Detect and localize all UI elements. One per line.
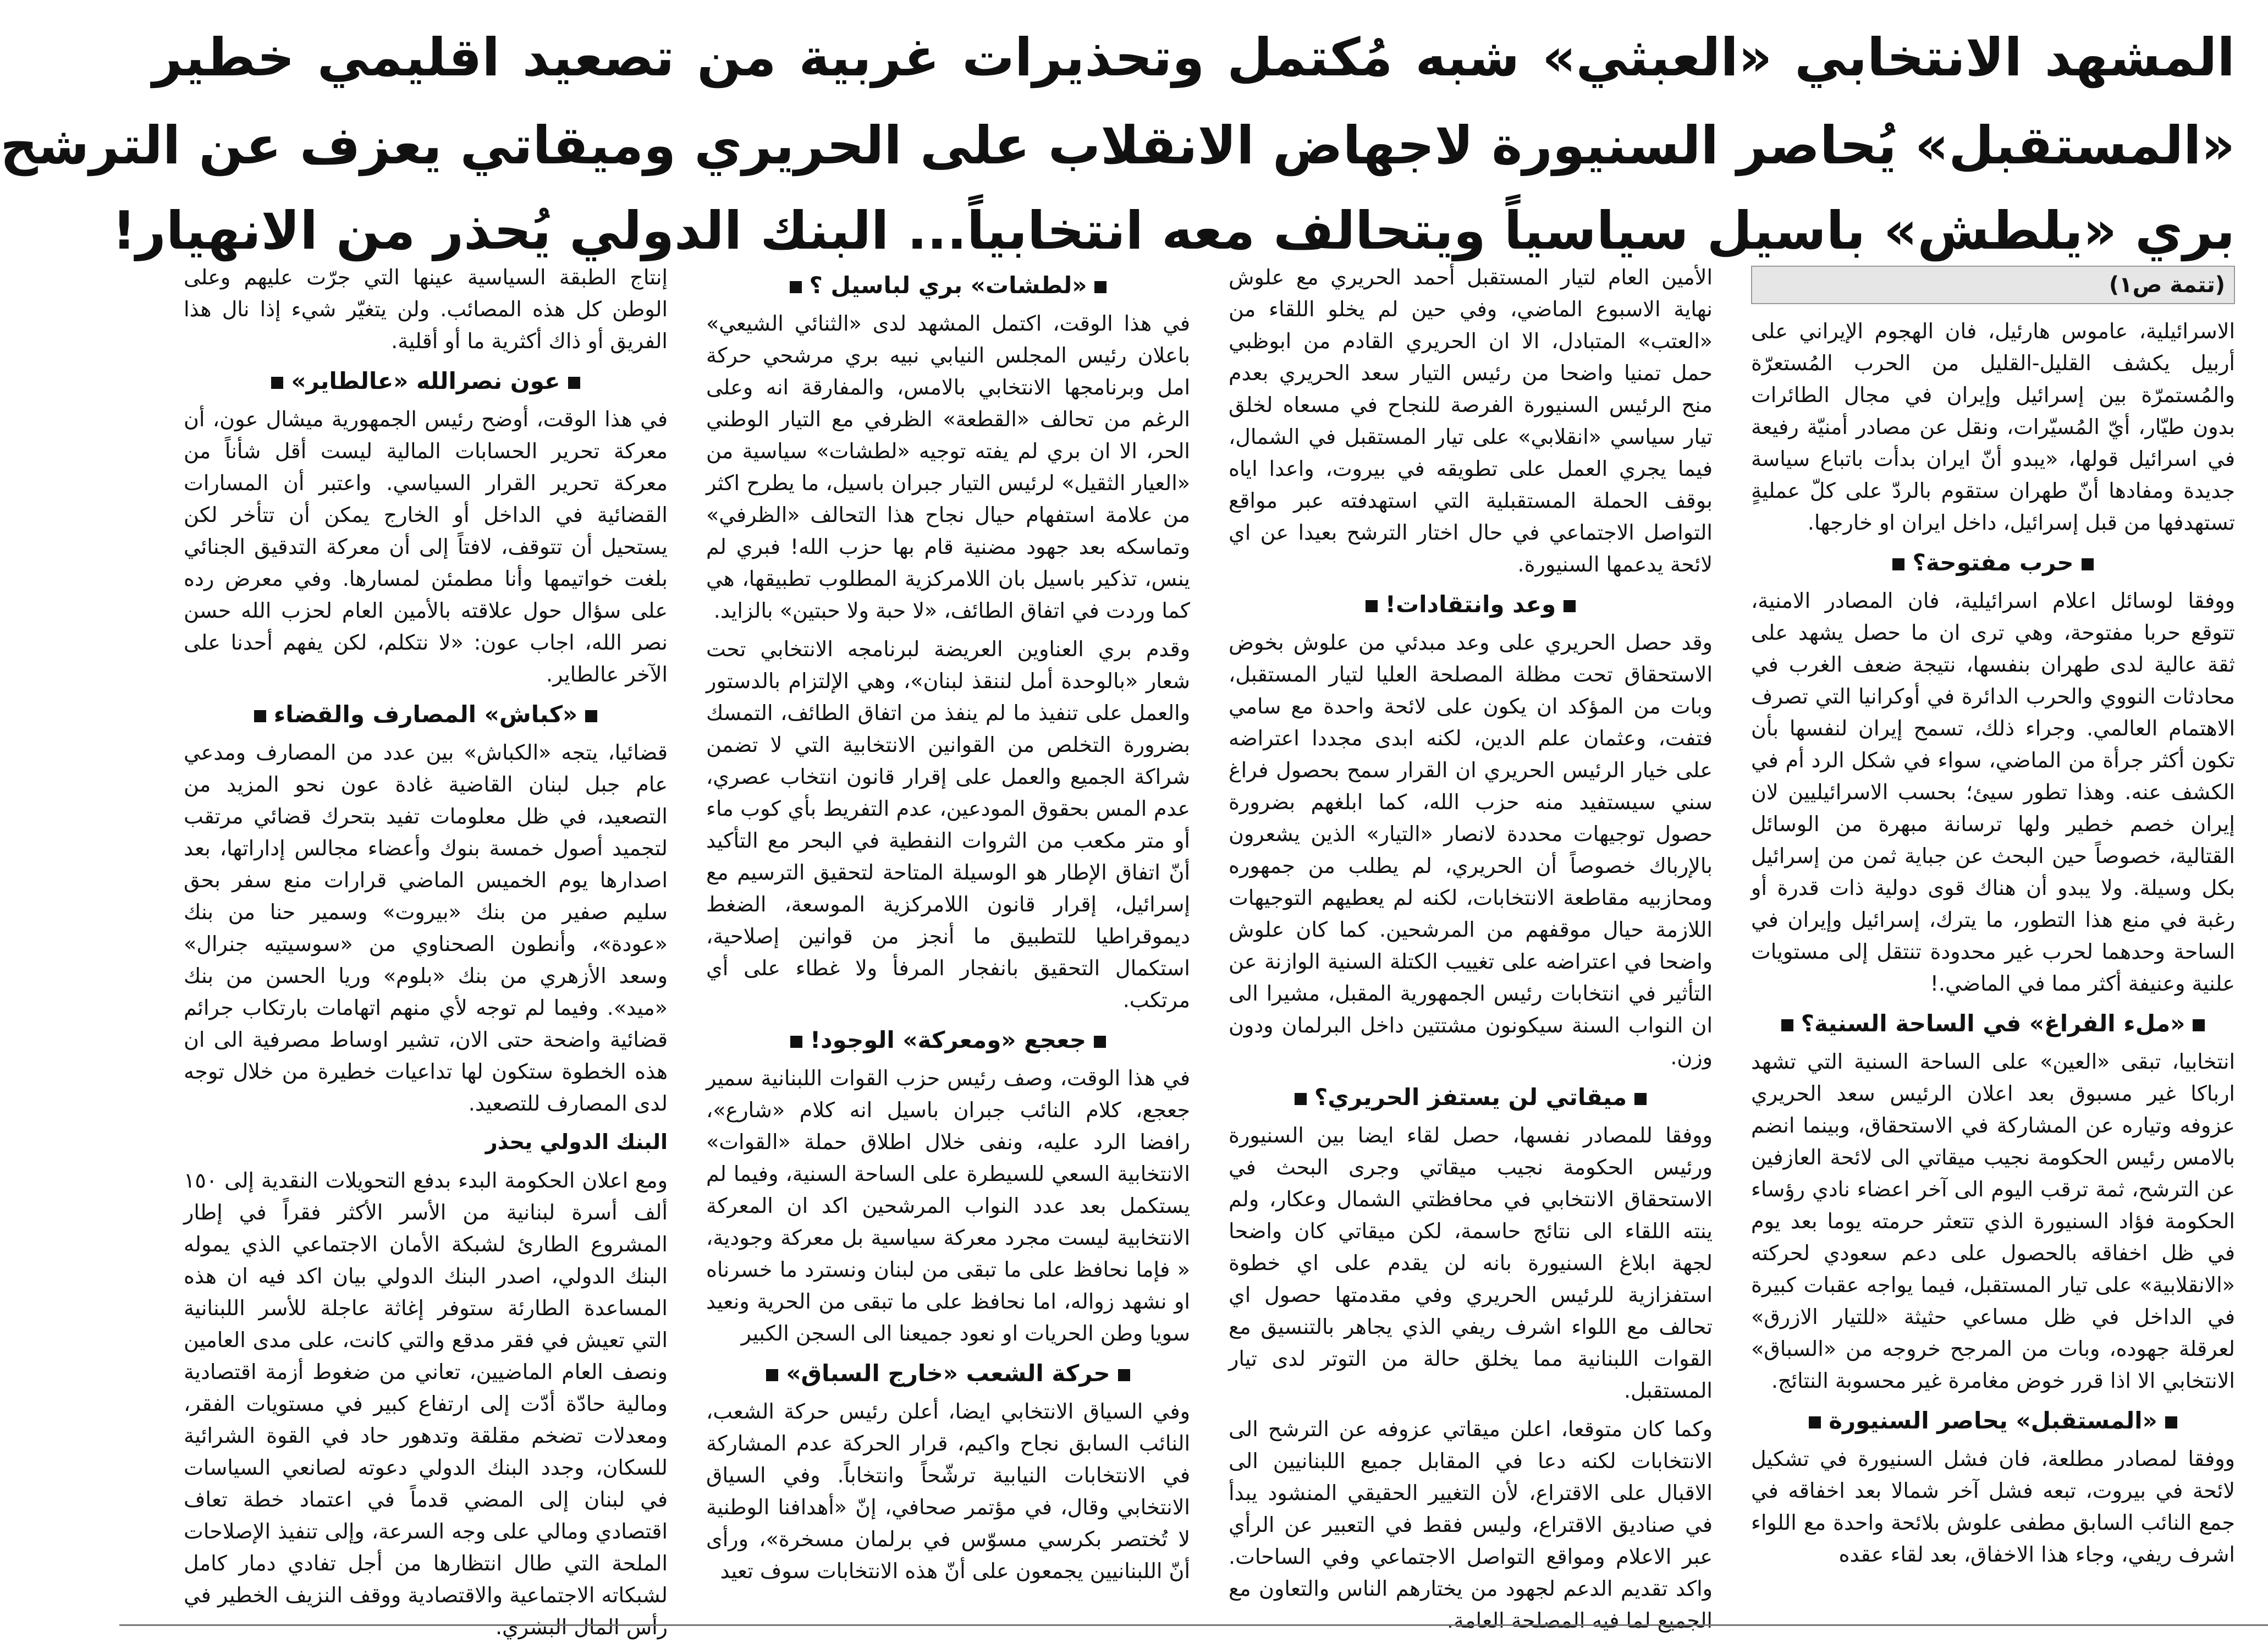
paragraph: وكما كان متوقعا، اعلن ميقاتي عزوفه عن الترشح الى الانتخابات لكنه دعا في المقابل جميع اللبنانيين الى الاقبال على الاقتراع، لأن التغيير الحقيقي المنشود يبدأ في صناديق الاقتراع، وليس فقط في التعبير عن الرأي عبر الاعلام ومواقع التواصل الاجتماعي وفي الساحات. واكد تقديم الدعم لجهود من يختارهم الناس والتعاون مع الجميع لما فيه المصلحة العامة. xyxy=(1229,1417,1713,1633)
paragraph: ومع اعلان الحكومة البدء بدفع التحويلات النقدية إلى ١٥٠ ألف أسرة لبنانية من الأسر الأكثر فقراً في إطار المشروع الطارئ لشبكة الأمان الاجتماعي الذي يموله البنك الدولي، اصدر البنك الدولي بيان اكد فيه ان هذه المساعدة الطارئة ستوفر إغاثة عاجلة للأسر اللبنانية التي تعيش في فقر مدقع والتي كانت، على مدى العامين ونصف العام الماضيين، تعاني من ضغوط أزمة اقتصادية ومالية حادّة أدّت إلى ارتفاع كبير في مستويات الفقر، ومعدلات تضخم مقلقة وتدهور حاد في القوة الشرائية للسكان، وجدد البنك الدولي دعوته لصانعي السياسات في لبنان إلى المضي قدماً في اعتماد خطة تعاف اقتصادي ومالي على وجه السرعة، وإلى تنفيذ الإصلاحات الملحة التي طال انتظارها من أجل تفادي دمار كامل لشبكاته الاجتماعية والاقتصادية ووقف النزيف الخطير في رأس المال البشري. xyxy=(184,1168,668,1639)
bottom-rule xyxy=(119,1624,2268,1636)
square-bullet-icon xyxy=(1564,600,1576,612)
paragraph: في هذا الوقت، اكتمل المشهد لدى «الثنائي الشيعي» باعلان رئيس المجلس النيابي نبيه بري مرشحي حركة امل وبرنامجها الانتخابي بالامس، والمفارقة انه وعلى الرغم من تحالف «القطعة» الظرفي مع التيار الوطني الحر، الا ان بري لم يفته توجيه «لطشات» سياسية من «العيار الثقيل» لرئيس التيار جبران باسيل، ما يطرح اكثر من علامة استفهام حيال نجاح هذا التحالف «الظرفي» وتماسكه بعد جهود مضنية قام بها حزب الله! فبري لم ينس، تذكير باسيل بان اللامركزية المطلوب تطبيقها، هي كما وردت في اتفاق الطائف، «لا حبة ولا حبتين» بالزايد. xyxy=(706,311,1190,623)
paragraph: وقدم بري العناوين العريضة لبرنامجه الانتخابي تحت شعار «بالوحدة أمل لننقذ لبنان»، وهي الإلتزام بالدستور والعمل على تنفيذ ما لم ينفذ من اتفاق الطائف، التمسك بضرورة التخلص من القوانين الانتخابية التي لا تضمن شراكة الجميع والعمل على إقرار قانون انتخاب عصري، عدم المس بحقوق المودعين، عدم التفريط بأي كوب ماء أو متر مكعب من الثروات النفطية في البحر مع التأكيد أنّ اتفاق الإطار هو الوسيلة المتاحة لتحقيق الترسيم مع إسرائيل، إقرار قانون اللامركزية الموسعة، الضغط ديموقراطيا للتطبيق ما أنجز من قوانين إصلاحية، استكمال التحقيق بانفجار المرفأ ولا غطاء على أي مرتكب. xyxy=(706,637,1190,1012)
paragraph: انتخابيا، تبقى «العين» على الساحة السنية التي تشهد ارباكا غير مسبوق بعد اعلان الرئيس سعد الحريري عزوفه وتياره عن المشاركة في الاستحقاق، وبينما انضم بالامس رئيس الحكومة نجيب ميقاتي الى لائحة العازفين عن الترشح، ثمة ترقب اليوم الى آخر اعضاء نادي رؤساء الحكومة فؤاد السنيورة الذي تتعثر حرمته يوما بعد يوم في ظل اخفاقه بالحصول على دعم سعودي لحركته «الانقلابية» على تيار المستقبل، فيما يواجه عقبات كبيرة في الداخل في ظل مساعي حثيثة «للتيار الازرق» لعرقلة جهوده، وبات من المرجح خروجه من «السباق» الانتخابي الا اذا قرر خوض مغامرة غير محسوبة النتائج. xyxy=(1751,1049,2235,1393)
headline-line-3: بري «يلطش» باسيل سياسياً ويتحالف معه انتخابياً... البنك الدولي يُحذر من الانهيار! xyxy=(112,201,2235,261)
subheading: ميقاتي لن يستفز الحريري؟ xyxy=(1229,1081,1713,1114)
subheading: جعجع «ومعركة» الوجود! xyxy=(706,1024,1190,1057)
square-bullet-icon xyxy=(1366,600,1378,612)
column-4 xyxy=(184,261,668,1639)
square-bullet-icon xyxy=(585,710,597,722)
square-bullet-icon xyxy=(2165,1416,2177,1428)
paragraph: الأمين العام لتيار المستقبل أحمد الحريري مع علوش نهاية الاسبوع الماضي، وفي حين لم يخلو اللقاء من «العتب» المتبادل، الا ان الحريري القادم من ابوظبي حمل تمنيا واضحا من رئيس التيار سعد الحريري بعدم منح الرئيس السنيورة الفرصة للنجاح في مسعاه لخلق تيار سياسي «انقلابي» على تيار المستقبل في الشمال، فيما يجري العمل على تطويقه في بيروت، واعدا اياه بوقف الحملة المستقبلية التي استهدفته عبر مواقع التواصل الاجتماعي في حال اختار الترشح بعيدا عن اي لائحة يدعمها السنيورة. xyxy=(1229,265,1713,576)
paragraph: ووفقا لوسائل اعلام اسرائيلية، فان المصادر الامنية، تتوقع حربا مفتوحة، وهي ترى ان ما حصل يشهد على ثقة عالية لدى طهران بنفسها، نتيجة ضعف الغرب في محادثات النووي والحرب الدائرة في أوكرانيا التي تصرف الاهتمام العالمي. وجراء ذلك، تسمح إيران لنفسها بأن تكون أكثر جرأة من الماضي، سواء في شكل الرد أم في الكشف عنه. وهذا تطور سيئ؛ بحسب الاسرائيليين لان إيران خصم خطير ولها ترسانة مبهرة من الوسائل القتالية، خصوصاً حين البحث عن جباية ثمن من إسرائيل بكل وسيلة. ولا يبدو أن هناك قوى دولية ذات قدرة أو رغبة في منع هذا التطور، ما يترك، إسرائيل وإيران في الساحة وحدهما لحرب غير محدودة تنتقل إلى مستويات علنية وعنيفة أكثر مما في الماضي.! xyxy=(1751,589,2235,996)
paragraph: إنتاج الطبقة السياسية عينها التي جرّت عليهم وعلى الوطن كل هذه المصائب. ولن يتغيّر شيء إذا نال هذا الفريق أو ذاك أكثرية ما أو أقلية. xyxy=(184,265,668,353)
subheading: «كباش» المصارف والقضاء xyxy=(184,698,668,731)
subheading: حركة الشعب «خارج السباق» xyxy=(706,1357,1190,1390)
square-bullet-icon xyxy=(1094,1036,1106,1048)
square-bullet-icon xyxy=(271,377,283,389)
subheading: «ملء الفراغ» في الساحة السنية؟ xyxy=(1751,1007,2235,1040)
paragraph: في هذا الوقت، أوضح رئيس الجمهورية ميشال عون، أن معركة تحرير الحسابات المالية ليست أقل شأناً من معركة تحرير القرار السياسي. واعتبر أن المسارات القضائية في الداخل أو الخارج يمكن أن تتأخر لكن يستحيل أن تتوقف، لافتاً إلى أن معركة التدقيق الجنائي بلغت خواتيمها وأنا مطمئن لمسارها. وفي معرض رده على سؤال حول علاقته بالأمين العام لحزب الله حسن نصر الله، اجاب عون: «لا نتكلم، لكن يفهم أحدنا على الآخر عالطاير. xyxy=(184,407,668,686)
subheading: «المستقبل» يحاصر السنيورة xyxy=(1751,1404,2235,1437)
subheading: عون نصرالله «عالطاير» xyxy=(184,365,668,398)
subheading: «لطشات» بري لباسيل ؟ xyxy=(706,269,1190,302)
square-bullet-icon xyxy=(790,1036,802,1048)
continued-label: (تتمة ص١) xyxy=(1751,266,2235,304)
square-bullet-icon xyxy=(1094,281,1107,293)
paragraph: ووفقا للمصادر نفسها، حصل لقاء ايضا بين السنيورة ورئيس الحكومة نجيب ميقاتي وجرى البحث في الاستحقاق الانتخابي في محافظتي الشمال وعكار، ولم ينته اللقاء الى نتائج حاسمة، لكن ميقاتي كان واضحا لجهة ابلاغ السنيورة بانه لن يقدم على اي خطوة استفزازية للرئيس الحريري وفي مقدمتها حصول اي تحالف مع اللواء اشرف ريفي الذي يجاهر بالتنسيق مع القوات اللبنانية مما يخلق حالة من التوتر لدى تيار المستقبل. xyxy=(1229,1123,1713,1403)
square-bullet-icon xyxy=(766,1369,778,1381)
square-bullet-icon xyxy=(2082,558,2094,570)
square-bullet-icon xyxy=(790,281,802,293)
column-1 xyxy=(1751,261,2235,1614)
square-bullet-icon xyxy=(1295,1093,1307,1105)
paragraph: وفي السياق الانتخابي ايضا، أعلن رئيس حركة الشعب، النائب السابق نجاح واكيم، قرار الحركة عدم المشاركة في الانتخابات النيابية ترشّحاً وانتخاباً. وفي السياق الانتخابي وقال، في مؤتمر صحافي، إنّ «أهدافنا الوطنية لا تُختصر بكرسي مسوّس في برلمان مسخرة»، ورأى أنّ اللبنانيين يجمعون على أنّ هذه الانتخابات سوف تعيد xyxy=(706,1399,1190,1583)
column-3 xyxy=(706,261,1190,1614)
square-bullet-icon xyxy=(1809,1416,1821,1428)
headline-line-1: المشهد الانتخابي «العبثي» شبه مُكتمل وتحذيرات غربية من تصعيد اقليمي خطير xyxy=(152,28,2235,88)
square-bullet-icon xyxy=(568,377,580,389)
paragraph: الاسرائيلية، عاموس هارئيل، فان الهجوم الإيراني على أربيل يكشف القليل-القليل من الحرب المُستعرّة والمُستمرّة بين إسرائيل وإيران في مجال الطائرات بدون طيّار، أيّ المُسيّرات، ونقل عن مصادر أمنيّة رفيعة في اسرائيل قولها، «يبدو أنّ ايران بدأت باتباع سياسة جديدة ومفادها أنّ طهران ستقوم بالردّ على كلّ عمليةٍ تستهدفها من قبل إسرائيل، داخل ايران او خارجها. xyxy=(1751,319,2235,535)
square-bullet-icon xyxy=(1118,1369,1130,1381)
square-bullet-icon xyxy=(2193,1019,2205,1031)
subheading: وعد وانتقادات! xyxy=(1229,588,1713,621)
square-bullet-icon xyxy=(1781,1019,1793,1031)
paragraph: قضائيا، يتجه «الكباش» بين عدد من المصارف ومدعي عام جبل لبنان القاضية غادة عون نحو المزيد من التصعيد، في ظل معلومات تفيد بتحرك قضائي مرتقب لتجميد أصول خمسة بنوك وأعضاء مجالس إداراتها، بعد اصدارها يوم الخميس الماضي قرارات منع سفر بحق سليم صفير من بنك «بيروت» وسمير حنا من بنك «عودة»، وأنطون الصحناوي من «سوسيتيه جنرال» وسعد الأزهري من بنك «بلوم» وريا الحسن من بنك «ميد». وفيما لم توجه لأي منهم اتهامات بارتكاب جرائم قضائية واضحة حتى الان، تشير اوساط مصرفية الى ان هذه الخطوة ستكون لها تداعيات خطيرة من خلال توجه لدى المصارف للتصعيد. xyxy=(184,740,668,1116)
paragraph: في هذا الوقت، وصف رئيس حزب القوات اللبنانية سمير جعجع، كلام النائب جبران باسيل انه كلام «شارع»، رافضا الرد عليه، ونفى خلال اطلاق حملة «القوات» الانتخابية السعي للسيطرة على الساحة السنية، وفيما لم يستكمل بعد عدد النواب المرشحين اكد ان المعركة الانتخابية ليست مجرد معركة سياسية بل معركة وجودية، « فإما نحافظ على ما تبقى من لبنان ونسترد ما خسرناه او نشهد زواله، اما نحافظ على ما تبقى من الحرية ونعيد سويا وطن الحريات او نعود جميعنا الى السجن الكبير xyxy=(706,1066,1190,1345)
article-body xyxy=(152,261,2235,1639)
square-bullet-icon xyxy=(1634,1093,1647,1105)
subheading: حرب مفتوحة؟ xyxy=(1751,546,2235,579)
square-bullet-icon xyxy=(1892,558,1904,570)
column-2 xyxy=(1229,261,1713,1633)
inline-heading: البنك الدولي يحذر xyxy=(485,1130,668,1154)
paragraph: ووفقا لمصادر مطلعة، فان فشل السنيورة في تشكيل لائحة في بيروت، تبعه فشل آخر شمالا بعد اخفاقه في جمع النائب السابق مطفى علوش بلائحة واحدة مع اللواء اشرف ريفي، وجاء هذا الاخفاق، بعد لقاء عقده xyxy=(1751,1447,2235,1567)
paragraph: وقد حصل الحريري على وعد مبدئي من علوش بخوض الاستحقاق تحت مظلة المصلحة العليا لتيار المستقبل، وبات من المؤكد ان يكون على لائحة واحدة مع سامي فتفت، وعثمان علم الدين، لكنه ابدى مجددا اعتراضه على خيار الرئيس الحريري ان القرار سمح بحصول فراغ سني سيستفيد منه حزب الله، كما ابلغهم بضرورة حصول توجيهات محددة لانصار «التيار» الذين يشعرون بالإرباك خصوصاً أن الحريري، لم يطلب من جمهوره ومحازبيه مقاطعة الانتخابات، لكنه لم يعطيهم التوجيهات اللازمة حيال موقفهم من المرشحين. كما كان علوش واضحا في اعتراضه على تغييب الكتلة السنية الوازنة عن التأثير في انتخابات رئيس الجمهورية المقبل، مشيرا الى ان النواب السنة سيكونون مشتتين داخل البرلمان ودون وزن. xyxy=(1229,630,1713,1069)
square-bullet-icon xyxy=(254,710,266,722)
headline-line-2: «المستقبل» يُحاصر السنيورة لاجهاض الانقلاب على الحريري وميقاتي يعزف عن الترشح xyxy=(0,116,2235,176)
